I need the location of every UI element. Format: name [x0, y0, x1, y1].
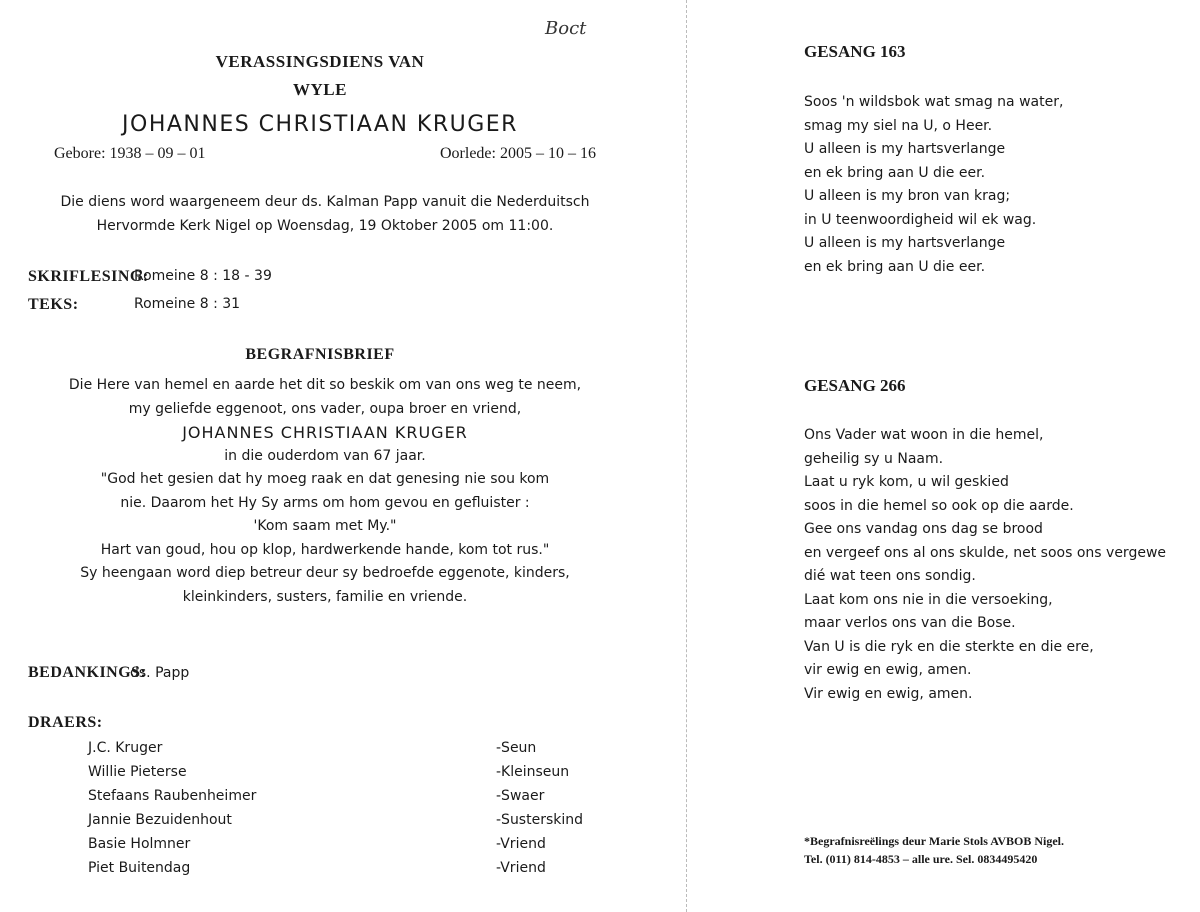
hymn-line: U alleen is my hartsverlange — [804, 141, 1006, 157]
bearer-name: Willie Pieterse — [88, 764, 187, 780]
hymn-line: Vir ewig en ewig, amen. — [804, 685, 973, 702]
bearer-row — [88, 808, 628, 832]
bearer-row — [88, 736, 628, 760]
hymn-line: dié wat teen ons sondig. — [804, 568, 976, 584]
hymn2-body — [804, 424, 1166, 706]
letter-line: my geliefde eggenoot, ons vader, oupa broer en vriend, — [128, 400, 522, 417]
hymn-line: en ek bring aan U die eer. — [804, 258, 986, 275]
hymn-line: Laat u ryk kom, u wil geskied — [804, 474, 1009, 490]
skriflesing-value: Romeine 8 : 18 - 39 — [134, 268, 272, 284]
bearer-row — [88, 784, 628, 808]
hymn-line: en vergeef ons al ons skulde, net soos ons vergewe — [804, 544, 1167, 561]
bearer-name: J.C. Kruger — [88, 740, 163, 756]
bearers-list — [88, 736, 648, 886]
bearer-row — [88, 832, 628, 856]
hymn-line: Gee ons vandag ons dag se brood — [804, 521, 1043, 537]
bearer-relation: -Vriend — [496, 860, 546, 876]
letter-line: Hart van goud, hou op klop, hardwerkende hande, kom tot rus." — [100, 541, 550, 558]
bearer-relation: -Seun — [496, 740, 537, 756]
letter-line: kleinkinders, susters, familie en vriende. — [182, 588, 468, 605]
hymn-line: smag my siel na U, o Heer. — [804, 117, 993, 134]
teks-value: Romeine 8 : 31 — [134, 296, 241, 312]
hymn-line: U alleen is my hartsverlange — [804, 235, 1006, 251]
deceased-name: JOHANNES CHRISTIAAN KRUGER — [122, 112, 518, 137]
bearer-row — [88, 760, 628, 784]
hymn-line: U alleen is my bron van krag; — [804, 188, 1011, 204]
hymn-line: in U teenwoordigheid wil ek wag. — [804, 211, 1037, 228]
letter-line: JOHANNES CHRISTIAAN KRUGER — [182, 423, 468, 442]
letter-line: in die ouderdom van 67 jaar. — [224, 447, 426, 464]
skriflesing-label: SKRIFLESING: — [28, 268, 149, 285]
bearer-relation: -Susterskind — [496, 812, 584, 828]
hymn1-body — [804, 91, 1063, 279]
service-info-line1: Die diens word waargeneem deur ds. Kalman Papp vanuit die Nederduitsch — [60, 194, 590, 210]
letter-title: BEGRAFNISBRIEF — [245, 346, 395, 363]
footer-line2: Tel. (011) 814-4853 – alle ure. Sel. 0834495420 — [804, 852, 1038, 866]
bearers-label: DRAERS: — [28, 714, 103, 731]
bearer-relation: -Vriend — [496, 836, 546, 852]
page-fold-divider — [686, 0, 687, 912]
hymn-line: Soos 'n wildsbok wat smag na water, — [804, 94, 1064, 110]
hymn-line: Laat kom ons nie in die versoeking, — [804, 591, 1053, 608]
hymn-line: geheilig sy u Naam. — [804, 450, 944, 467]
bearer-row — [88, 856, 628, 880]
letter-line: "God het gesien dat hy moeg raak en dat genesing nie sou kom — [100, 471, 550, 487]
bearer-relation: -Kleinseun — [496, 764, 570, 780]
heading-line2: WYLE — [293, 80, 347, 99]
service-info-line2: Hervormde Kerk Nigel op Woensdag, 19 Oktober 2005 om 11:00. — [96, 218, 554, 234]
heading-line1: VERASSINGSDIENS VAN — [215, 52, 425, 71]
hymn-line: en ek bring aan U die eer. — [804, 164, 986, 181]
thanks-label: BEDANKINGS: — [28, 664, 147, 681]
letter-line: 'Kom saam met My." — [253, 518, 397, 534]
letter-body — [30, 374, 620, 609]
letter-line: nie. Daarom het Hy Sy arms om hom gevou en gefluister : — [120, 494, 530, 511]
hymn1-title: GESANG 163 — [804, 42, 906, 61]
hymn-line: soos in die hemel so ook op die aarde. — [804, 497, 1074, 514]
bearer-name: Piet Buitendag — [88, 860, 191, 876]
footer-line1: *Begrafnisreëlings deur Marie Stols AVBOB Nigel. — [804, 834, 1064, 848]
birth-date: Gebore: 1938 – 09 – 01 — [54, 145, 206, 162]
bearer-name: Stefaans Raubenheimer — [88, 788, 257, 804]
bearer-name: Basie Holmner — [88, 836, 191, 852]
hymn-line: vir ewig en ewig, amen. — [804, 662, 972, 678]
hymn2-title: GESANG 266 — [804, 376, 906, 395]
hymn-line: Van U is die ryk en die sterkte en die ere, — [804, 638, 1094, 655]
hymn-line: maar verlos ons van die Bose. — [804, 615, 1016, 631]
teks-label: TEKS: — [28, 296, 79, 313]
hymn-line: Ons Vader wat woon in die hemel, — [804, 427, 1044, 443]
bearer-name: Jannie Bezuidenhout — [88, 812, 232, 828]
letter-line: Sy heengaan word diep betreur deur sy bedroefde eggenote, kinders, — [80, 565, 570, 581]
death-date: Oorlede: 2005 – 10 – 16 — [440, 145, 596, 162]
thanks-value: ds. Papp — [130, 665, 190, 681]
handwritten-note: Boct — [545, 18, 587, 39]
bearer-relation: -Swaer — [496, 788, 545, 804]
letter-line: Die Here van hemel en aarde het dit so beskik om van ons weg te neem, — [68, 377, 582, 393]
